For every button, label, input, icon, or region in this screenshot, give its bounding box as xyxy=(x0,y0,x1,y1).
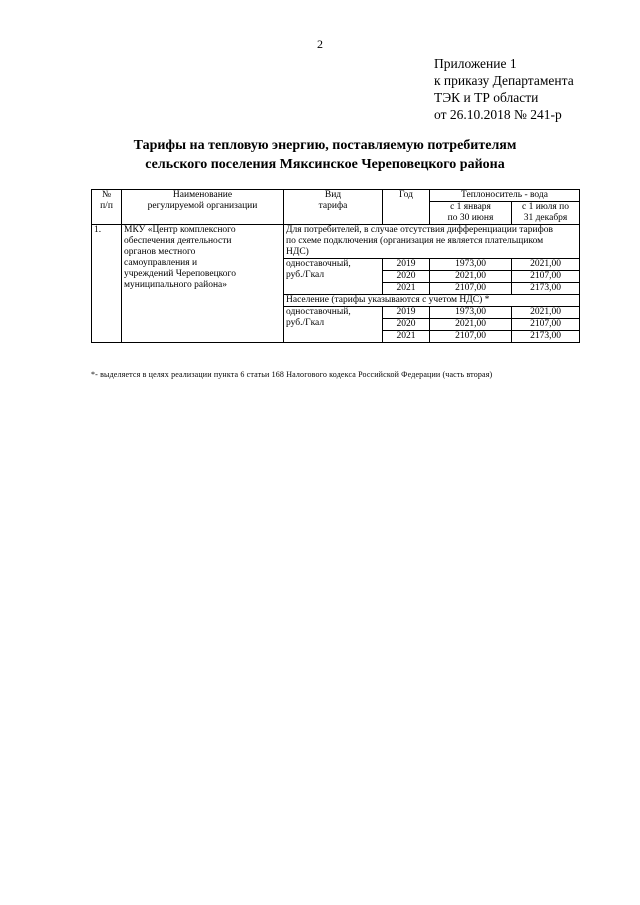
appendix-line: ТЭК и ТР области xyxy=(434,90,539,105)
page-number: 2 xyxy=(317,37,323,51)
tariff-value: 2107,00 xyxy=(430,331,512,343)
year-cell: 2019 xyxy=(383,259,430,271)
appendix-line: к приказу Департамента xyxy=(434,73,574,88)
tariff-type: одноставочный, руб./Гкал xyxy=(284,259,383,295)
table-header-row xyxy=(92,190,580,202)
header-second-half: с 1 июля по 31 декабря xyxy=(512,202,580,225)
header-number: № п/п xyxy=(92,190,122,225)
year-cell: 2021 xyxy=(383,331,430,343)
title-line: сельского поселения Мяксинское Череповецкого района xyxy=(145,157,505,172)
appendix-block xyxy=(434,55,574,123)
tariff-value: 2173,00 xyxy=(512,283,580,295)
table-row xyxy=(92,225,580,259)
header-organization: Наименование регулируемой организации xyxy=(122,190,284,225)
group-caption-population: Население (тарифы указываются с учетом НДС) * xyxy=(284,295,580,307)
year-cell: 2019 xyxy=(383,307,430,319)
header-heat-carrier: Теплоноситель - вода xyxy=(430,190,580,202)
row-number: 1. xyxy=(92,225,122,343)
organization-name: МКУ «Центр комплексного обеспечения деятельности органов местного самоуправления и учреждений Череповецкого муниципального района» xyxy=(122,225,284,343)
tariff-value: 1973,00 xyxy=(430,307,512,319)
tariff-value: 2021,00 xyxy=(430,319,512,331)
tariff-type: одноставочный, руб./Гкал xyxy=(284,307,383,343)
year-cell: 2020 xyxy=(383,271,430,283)
year-cell: 2021 xyxy=(383,283,430,295)
header-tariff-type: Вид тарифа xyxy=(284,190,383,225)
appendix-line: Приложение 1 xyxy=(434,56,517,71)
tariff-value: 2107,00 xyxy=(512,271,580,283)
tariff-value: 2173,00 xyxy=(512,331,580,343)
tariff-value: 2021,00 xyxy=(512,307,580,319)
tariff-value: 2107,00 xyxy=(430,283,512,295)
tariff-value: 2021,00 xyxy=(430,271,512,283)
tariff-value: 2021,00 xyxy=(512,259,580,271)
tariff-value: 1973,00 xyxy=(430,259,512,271)
year-cell: 2020 xyxy=(383,319,430,331)
header-first-half: с 1 января по 30 июня xyxy=(430,202,512,225)
footnote: *- выделяется в целях реализации пункта 6 статьи 168 Налогового кодекса Российской Федерации (часть вторая) xyxy=(91,370,493,379)
tariff-value: 2107,00 xyxy=(512,319,580,331)
title-line: Тарифы на тепловую энергию, поставляемую потребителям xyxy=(133,138,517,153)
group-caption-consumers: Для потребителей, в случае отсутствия дифференциации тарифов по схеме подключения (организация не является плательщиком НДС) xyxy=(284,225,580,259)
header-year: Год xyxy=(383,190,430,225)
document-title xyxy=(60,136,590,174)
tariff-table xyxy=(91,189,580,343)
appendix-line: от 26.10.2018 № 241-р xyxy=(434,107,562,122)
